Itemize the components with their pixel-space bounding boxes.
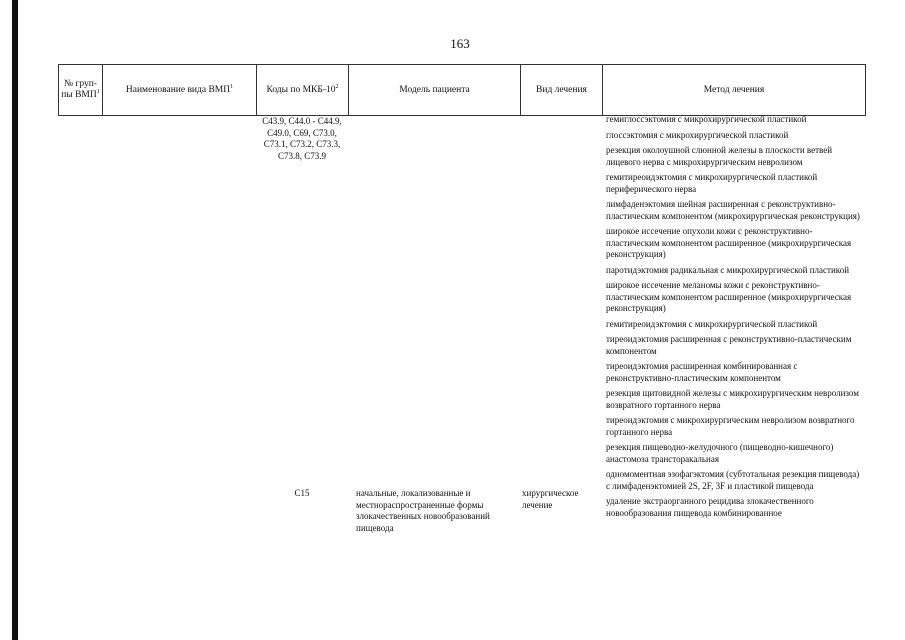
patient-model-block-2: начальные, локализованные и местнораспространенные формы злокачественных новообразований пищевода [356,488,490,533]
scan-edge-bar [12,0,18,640]
icd-codes-block-2: C15 [294,488,310,498]
method-item: тиреоидэктомия расширенная с реконструктивно-пластическим компонентом [606,334,852,356]
header-icd-codes: Коды по МКБ-$10^2$ [256,65,348,115]
header-treatment-type: Вид лечения [520,65,602,115]
method-item: резекция щитовидной железы с микрохирургическим невролизом возвратного гортанного нерва [606,388,859,410]
method-item: широкое иссечение меланомы кожи с реконструктивно-пластическим компонентом расширенное (микрохирургическая реконструкция) [606,280,852,313]
method-item: гемитиреоидэктомия с микрохирургической пластикой [606,318,818,329]
header-group-number: № груп-пы ВМП$^1$ [58,65,102,115]
method-item: тиреоидэктомия расширенная комбинированная с реконструктивно-пластическим компонентом [606,361,798,383]
table-header [58,64,866,116]
method-item: широкое иссечение опухоли кожи с реконструктивно-пластическим компонентом расширенное (микрохирургическая реконструкция) [606,226,852,259]
method-item: глоссэктомия с микрохирургической пластикой [606,129,789,140]
treatment-type-block-2: хирургическое лечение [522,488,579,510]
method-item: удаление экстраорганного рецидива злокачественного новообразования пищевода комбинированное [606,496,814,518]
header-method: Метод лечения [602,65,866,115]
method-item: резекция пищеводно-желудочного (пищеводно-кишечного) анастомоза трансторакальная [606,442,834,464]
method-item: резекция околоушной слюнной железы в плоскости ветвей лицевого нерва с микрохирургическим невролизом [606,145,833,167]
method-item: одномоментная эзофагэктомия (субтотальная резекция пищевода) с лимфаденэктомией 2S, 2F, 3F и пластикой пищевода [606,469,860,491]
method-list [606,114,864,523]
method-item: гемитиреоидэктомия с микрохирургической пластикой периферического нерва [606,172,818,194]
method-item: гемиглоссэктомия с микрохирургической пластикой [606,114,807,124]
method-item: лимфаденэктомия шейная расширенная с реконструктивно-пластическим компонентом (микрохирургическая реконструкция) [606,199,860,221]
header-patient-model: Модель пациента [348,65,520,115]
page-number: 163 [450,36,470,51]
header-vmp-name: Наименование вида ВМП$^1$ [102,65,256,115]
icd-codes-block-1: C43.9, C44.0 - C44.9, C49.0, C69, C73.0, C73.1, C73.2, C73.3, C73.8, C73.9 [262,116,342,161]
method-item: паротидэктомия радикальная с микрохирургической пластикой [606,264,850,275]
method-item: тиреоидэктомия с микрохирургическим невролизом возвратного гортанного нерва [606,415,855,437]
